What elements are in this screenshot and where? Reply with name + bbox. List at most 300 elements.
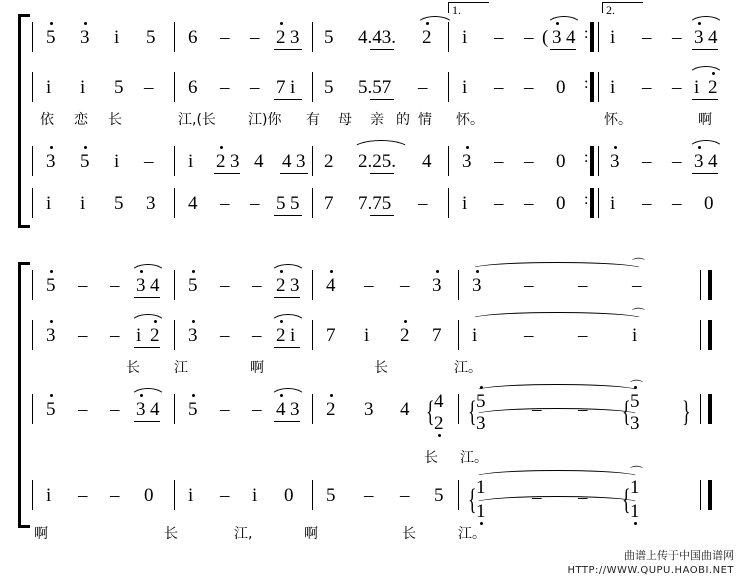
lyric-syllable: 长 (402, 526, 416, 542)
note: 4 (422, 151, 432, 172)
dash: – (578, 325, 588, 346)
dash: – (220, 77, 230, 98)
lyric-syllable: 啊 (304, 526, 318, 542)
chord-brace-right: } (682, 395, 691, 428)
note: i (114, 151, 120, 172)
lyric-syllable: 江,(长 (178, 112, 216, 128)
final-barline (708, 480, 712, 510)
repeat-dots: : (584, 75, 589, 92)
tie (474, 470, 640, 477)
note: 3 (230, 151, 240, 172)
slur (130, 264, 166, 274)
repeat-dots: : (584, 191, 589, 208)
dash: – (400, 275, 410, 296)
barline (448, 72, 449, 102)
note: 3 (290, 399, 300, 420)
note: 2 (216, 151, 226, 172)
note: 4 (434, 391, 444, 412)
dash: – (672, 193, 682, 214)
lyric-syllable: 的 (396, 112, 410, 128)
barline (312, 480, 313, 510)
dash: – (578, 399, 588, 420)
barline (312, 146, 313, 176)
note: 2 (422, 27, 432, 48)
note: 4 (188, 193, 198, 214)
note: 2 (434, 413, 444, 434)
note: 5.57 (358, 77, 392, 98)
barline (32, 270, 33, 300)
fermata: ⌒ (632, 257, 646, 272)
note: 5 (476, 391, 486, 412)
lyric-syllable: 江)你 (248, 112, 282, 128)
lyric-syllable: 恋 (74, 112, 88, 128)
dash: – (532, 487, 542, 508)
barline (174, 480, 175, 510)
note: 3 (296, 151, 306, 172)
lyric-syllable: 啊 (34, 526, 48, 542)
beam (692, 49, 718, 50)
rest: 0 (704, 193, 714, 214)
note: 2.25. (358, 151, 396, 172)
note: 5 (290, 193, 300, 214)
dash: – (78, 399, 88, 420)
repeat-dots: : (584, 149, 589, 166)
barline (32, 320, 33, 350)
octave-dot-low (438, 434, 441, 437)
barline (458, 394, 459, 424)
barline (312, 394, 313, 424)
lyric-syllable: 长 (108, 112, 122, 128)
octave-dot (436, 270, 439, 273)
octave-dot (192, 394, 195, 397)
note: i (632, 325, 638, 346)
dash: – (144, 77, 154, 98)
octave-dot (192, 270, 195, 273)
system-2-voice-2 (18, 307, 722, 358)
note: 3 (472, 275, 482, 296)
beam (274, 347, 300, 348)
chord-brace: { (468, 395, 477, 428)
note: 4 (566, 27, 576, 48)
system-1-lyrics (18, 110, 722, 132)
barline (32, 22, 33, 52)
system-1-voice-1 (18, 3, 722, 58)
dash: – (220, 399, 230, 420)
note: 3 (46, 325, 56, 346)
credit-line-2: HTTP://WWW.QUPU.HAOBI.NET (567, 565, 734, 576)
dash: – (524, 27, 534, 48)
lyric-syllable: 江。 (458, 526, 486, 542)
barline (312, 72, 313, 102)
note: i (136, 325, 142, 346)
dash: – (110, 275, 120, 296)
barline (312, 270, 313, 300)
note: i (694, 77, 700, 98)
tie (470, 257, 646, 272)
note: 3 (462, 151, 472, 172)
note: 3 (694, 151, 704, 172)
note: 1 (630, 501, 640, 522)
note: i (114, 27, 120, 48)
beam (214, 173, 240, 174)
slur (270, 264, 306, 274)
note: 2 (400, 325, 410, 346)
note: 5 (324, 77, 334, 98)
note: 5 (188, 399, 198, 420)
rest: 0 (556, 77, 566, 98)
chord-brace: { (622, 483, 631, 516)
barline (700, 394, 701, 424)
barline (458, 480, 459, 510)
dash: – (78, 275, 88, 296)
note: i (252, 485, 258, 506)
note: 3 (188, 325, 198, 346)
rest: 0 (556, 151, 566, 172)
note: 1 (476, 501, 486, 522)
bracket-open: ( (542, 27, 549, 48)
note: 7.75 (358, 193, 392, 214)
note: 2 (276, 275, 286, 296)
beam (274, 99, 302, 100)
dash: – (494, 151, 504, 172)
beam (692, 173, 718, 174)
octave-dot (50, 22, 53, 25)
octave-dot (476, 270, 479, 273)
final-barline (708, 394, 712, 424)
dash: – (524, 325, 534, 346)
dash: – (364, 275, 374, 296)
slur (270, 314, 306, 324)
note: 7 (276, 77, 286, 98)
lyric-syllable: 江 (174, 360, 188, 376)
note: 5 (80, 151, 90, 172)
note: 3 (136, 275, 146, 296)
note: 4 (150, 399, 160, 420)
system-2-lyrics-upper (18, 358, 722, 380)
final-barline (708, 320, 712, 350)
note: 4 (282, 151, 292, 172)
beam (370, 49, 394, 50)
dash: – (220, 27, 230, 48)
octave-dot (404, 320, 407, 323)
note: i (364, 325, 370, 346)
note: 5 (46, 399, 56, 420)
barline (598, 72, 599, 102)
tie (470, 307, 646, 322)
barline (32, 480, 33, 510)
note: 7 (324, 193, 334, 214)
system-2-lyrics-lower (18, 524, 722, 546)
dash: – (672, 27, 682, 48)
octave-dot (280, 22, 283, 25)
note: 5 (114, 77, 124, 98)
octave-dot (50, 270, 53, 273)
note: 3 (552, 27, 562, 48)
note: 6 (188, 77, 198, 98)
dash: – (250, 77, 260, 98)
octave-dot (84, 146, 87, 149)
beam (134, 297, 160, 298)
lyric-syllable: 长 (424, 450, 438, 466)
dash: – (78, 485, 88, 506)
repeat-barline (590, 72, 594, 102)
beam (274, 297, 300, 298)
barline (458, 320, 459, 350)
note: 5 (326, 485, 336, 506)
beam (692, 99, 718, 100)
barline (598, 146, 599, 176)
note: 3 (630, 413, 640, 434)
note: 3 (136, 399, 146, 420)
system-1-voice-3 (18, 140, 722, 184)
dash: – (672, 77, 682, 98)
dash: – (494, 193, 504, 214)
tie (474, 496, 640, 503)
lyric-syllable: 江。 (460, 450, 488, 466)
system-2-voice-3 (18, 379, 722, 444)
system-2-voice-4 (18, 465, 722, 524)
chord-brace: { (426, 395, 435, 428)
note: i (462, 77, 468, 98)
note: 5 (146, 27, 156, 48)
barline (174, 146, 175, 176)
barline (32, 146, 33, 176)
dash: – (400, 485, 410, 506)
note: 3 (432, 275, 442, 296)
note: 4 (708, 27, 718, 48)
note: 5 (630, 391, 640, 412)
note: 1 (630, 477, 640, 498)
barline (458, 270, 459, 300)
note: 5 (434, 485, 444, 506)
lyric-syllable: 情 (418, 112, 432, 128)
note: i (290, 77, 296, 98)
slur (546, 16, 582, 26)
slur (688, 66, 724, 76)
octave-dot (50, 146, 53, 149)
note: i (610, 77, 616, 98)
barline (448, 146, 449, 176)
octave-dot (466, 146, 469, 149)
note: 7 (326, 325, 336, 346)
final-barline (708, 270, 712, 300)
dash: – (78, 325, 88, 346)
dash: – (110, 485, 120, 506)
beam (370, 99, 394, 100)
rest: 0 (284, 485, 294, 506)
note: 4 (400, 399, 410, 420)
dash: – (578, 487, 588, 508)
tie (474, 408, 640, 415)
note: 1 (476, 477, 486, 498)
dash: – (418, 77, 428, 98)
dash: – (418, 193, 428, 214)
system-2-voice-1 (18, 257, 722, 306)
octave-dot (192, 320, 195, 323)
dash: – (642, 27, 652, 48)
barline (448, 22, 449, 52)
lyric-syllable: 怀。 (604, 112, 632, 128)
note: 3 (476, 413, 486, 434)
beam (370, 215, 394, 216)
note: 4 (276, 399, 286, 420)
credit-block (567, 547, 734, 576)
lyric-syllable: 有 (306, 112, 320, 128)
barline (174, 188, 175, 218)
dash: – (642, 193, 652, 214)
tie (474, 384, 640, 391)
note: 2 (708, 77, 718, 98)
note: 5 (276, 193, 286, 214)
barline (174, 320, 175, 350)
note: 4.43. (358, 27, 396, 48)
dash: – (220, 193, 230, 214)
note: 2 (150, 325, 160, 346)
note: 3 (694, 27, 704, 48)
barline (700, 480, 701, 510)
lyric-syllable: 长 (126, 360, 140, 376)
note: 3 (146, 193, 156, 214)
note: i (80, 193, 86, 214)
dash: – (642, 77, 652, 98)
rest: 0 (556, 193, 566, 214)
note: i (290, 325, 296, 346)
repeat-barline (590, 146, 594, 176)
dash: – (250, 27, 260, 48)
barline (312, 22, 313, 52)
note: 3 (46, 151, 56, 172)
repeat-barline (590, 188, 594, 218)
note: 3 (80, 27, 90, 48)
barline (312, 320, 313, 350)
note: 4 (326, 275, 336, 296)
beam (134, 347, 160, 348)
lyric-syllable: 啊 (250, 360, 264, 376)
dash: – (524, 151, 534, 172)
ending-1-label: 1. (452, 3, 461, 17)
note: 5 (188, 275, 198, 296)
dash: – (220, 485, 230, 506)
slur (688, 16, 724, 26)
dash: – (252, 275, 262, 296)
octave-dot (614, 146, 617, 149)
note: i (462, 193, 468, 214)
barline (174, 270, 175, 300)
note: 5 (46, 27, 56, 48)
dash: – (364, 485, 374, 506)
note: i (610, 193, 616, 214)
ending-2-label: 2. (606, 3, 615, 17)
octave-dot (84, 22, 87, 25)
beam (280, 173, 308, 174)
barline (32, 188, 33, 218)
note: 3 (290, 275, 300, 296)
dash: – (494, 77, 504, 98)
note: i (188, 485, 194, 506)
barline (700, 270, 701, 300)
repeat-barline (590, 22, 594, 52)
chord-brace: { (468, 483, 477, 516)
note: i (46, 77, 52, 98)
dash: – (642, 151, 652, 172)
barline (700, 320, 701, 350)
note: 2 (324, 151, 334, 172)
lyric-syllable: 江。 (454, 360, 482, 376)
lyric-syllable: 亲 (370, 112, 384, 128)
note: i (462, 27, 468, 48)
dash: – (252, 399, 262, 420)
note: 2 (326, 399, 336, 420)
lyric-syllable: 啊 (698, 112, 712, 128)
lyric-syllable: 依 (40, 112, 54, 128)
beam (274, 49, 302, 50)
dash: – (220, 325, 230, 346)
note: 3 (290, 27, 300, 48)
note: 4 (708, 151, 718, 172)
slur (270, 388, 306, 398)
barline (312, 188, 313, 218)
beam (134, 421, 160, 422)
system-1-voice-2 (18, 66, 722, 110)
lyric-syllable: 长 (374, 360, 388, 376)
dash: – (578, 275, 588, 296)
dash: – (144, 151, 154, 172)
barline (32, 72, 33, 102)
slur (352, 140, 410, 150)
barline (174, 22, 175, 52)
dash: – (110, 325, 120, 346)
barline (32, 394, 33, 424)
lyric-syllable: 怀。 (456, 112, 484, 128)
note: i (46, 193, 52, 214)
rest: 0 (144, 485, 154, 506)
note: i (610, 27, 616, 48)
note: i (188, 151, 194, 172)
beam (370, 173, 394, 174)
dash: – (110, 399, 120, 420)
note: 7 (432, 325, 442, 346)
note: 2 (276, 27, 286, 48)
slur (688, 140, 724, 150)
note: i (80, 77, 86, 98)
note: 6 (188, 27, 198, 48)
note: 5 (46, 275, 56, 296)
slur (130, 388, 166, 398)
dash: – (632, 275, 642, 296)
note: i (46, 485, 52, 506)
note: 5 (114, 193, 124, 214)
barline (174, 72, 175, 102)
dash: – (252, 325, 262, 346)
barline (598, 188, 599, 218)
dash: – (532, 399, 542, 420)
repeat-dots: : (584, 25, 589, 42)
octave-dot (50, 320, 53, 323)
dash: – (494, 27, 504, 48)
barline (598, 22, 599, 52)
fermata: ⌒ (630, 379, 644, 394)
octave-dot (50, 394, 53, 397)
dash: – (524, 275, 534, 296)
dash: – (672, 151, 682, 172)
barline (448, 188, 449, 218)
dash: – (524, 193, 534, 214)
octave-dot (330, 394, 333, 397)
beam (550, 49, 576, 50)
system-1-voice-4 (18, 186, 722, 226)
lyric-syllable: 母 (338, 112, 352, 128)
dash: – (250, 193, 260, 214)
